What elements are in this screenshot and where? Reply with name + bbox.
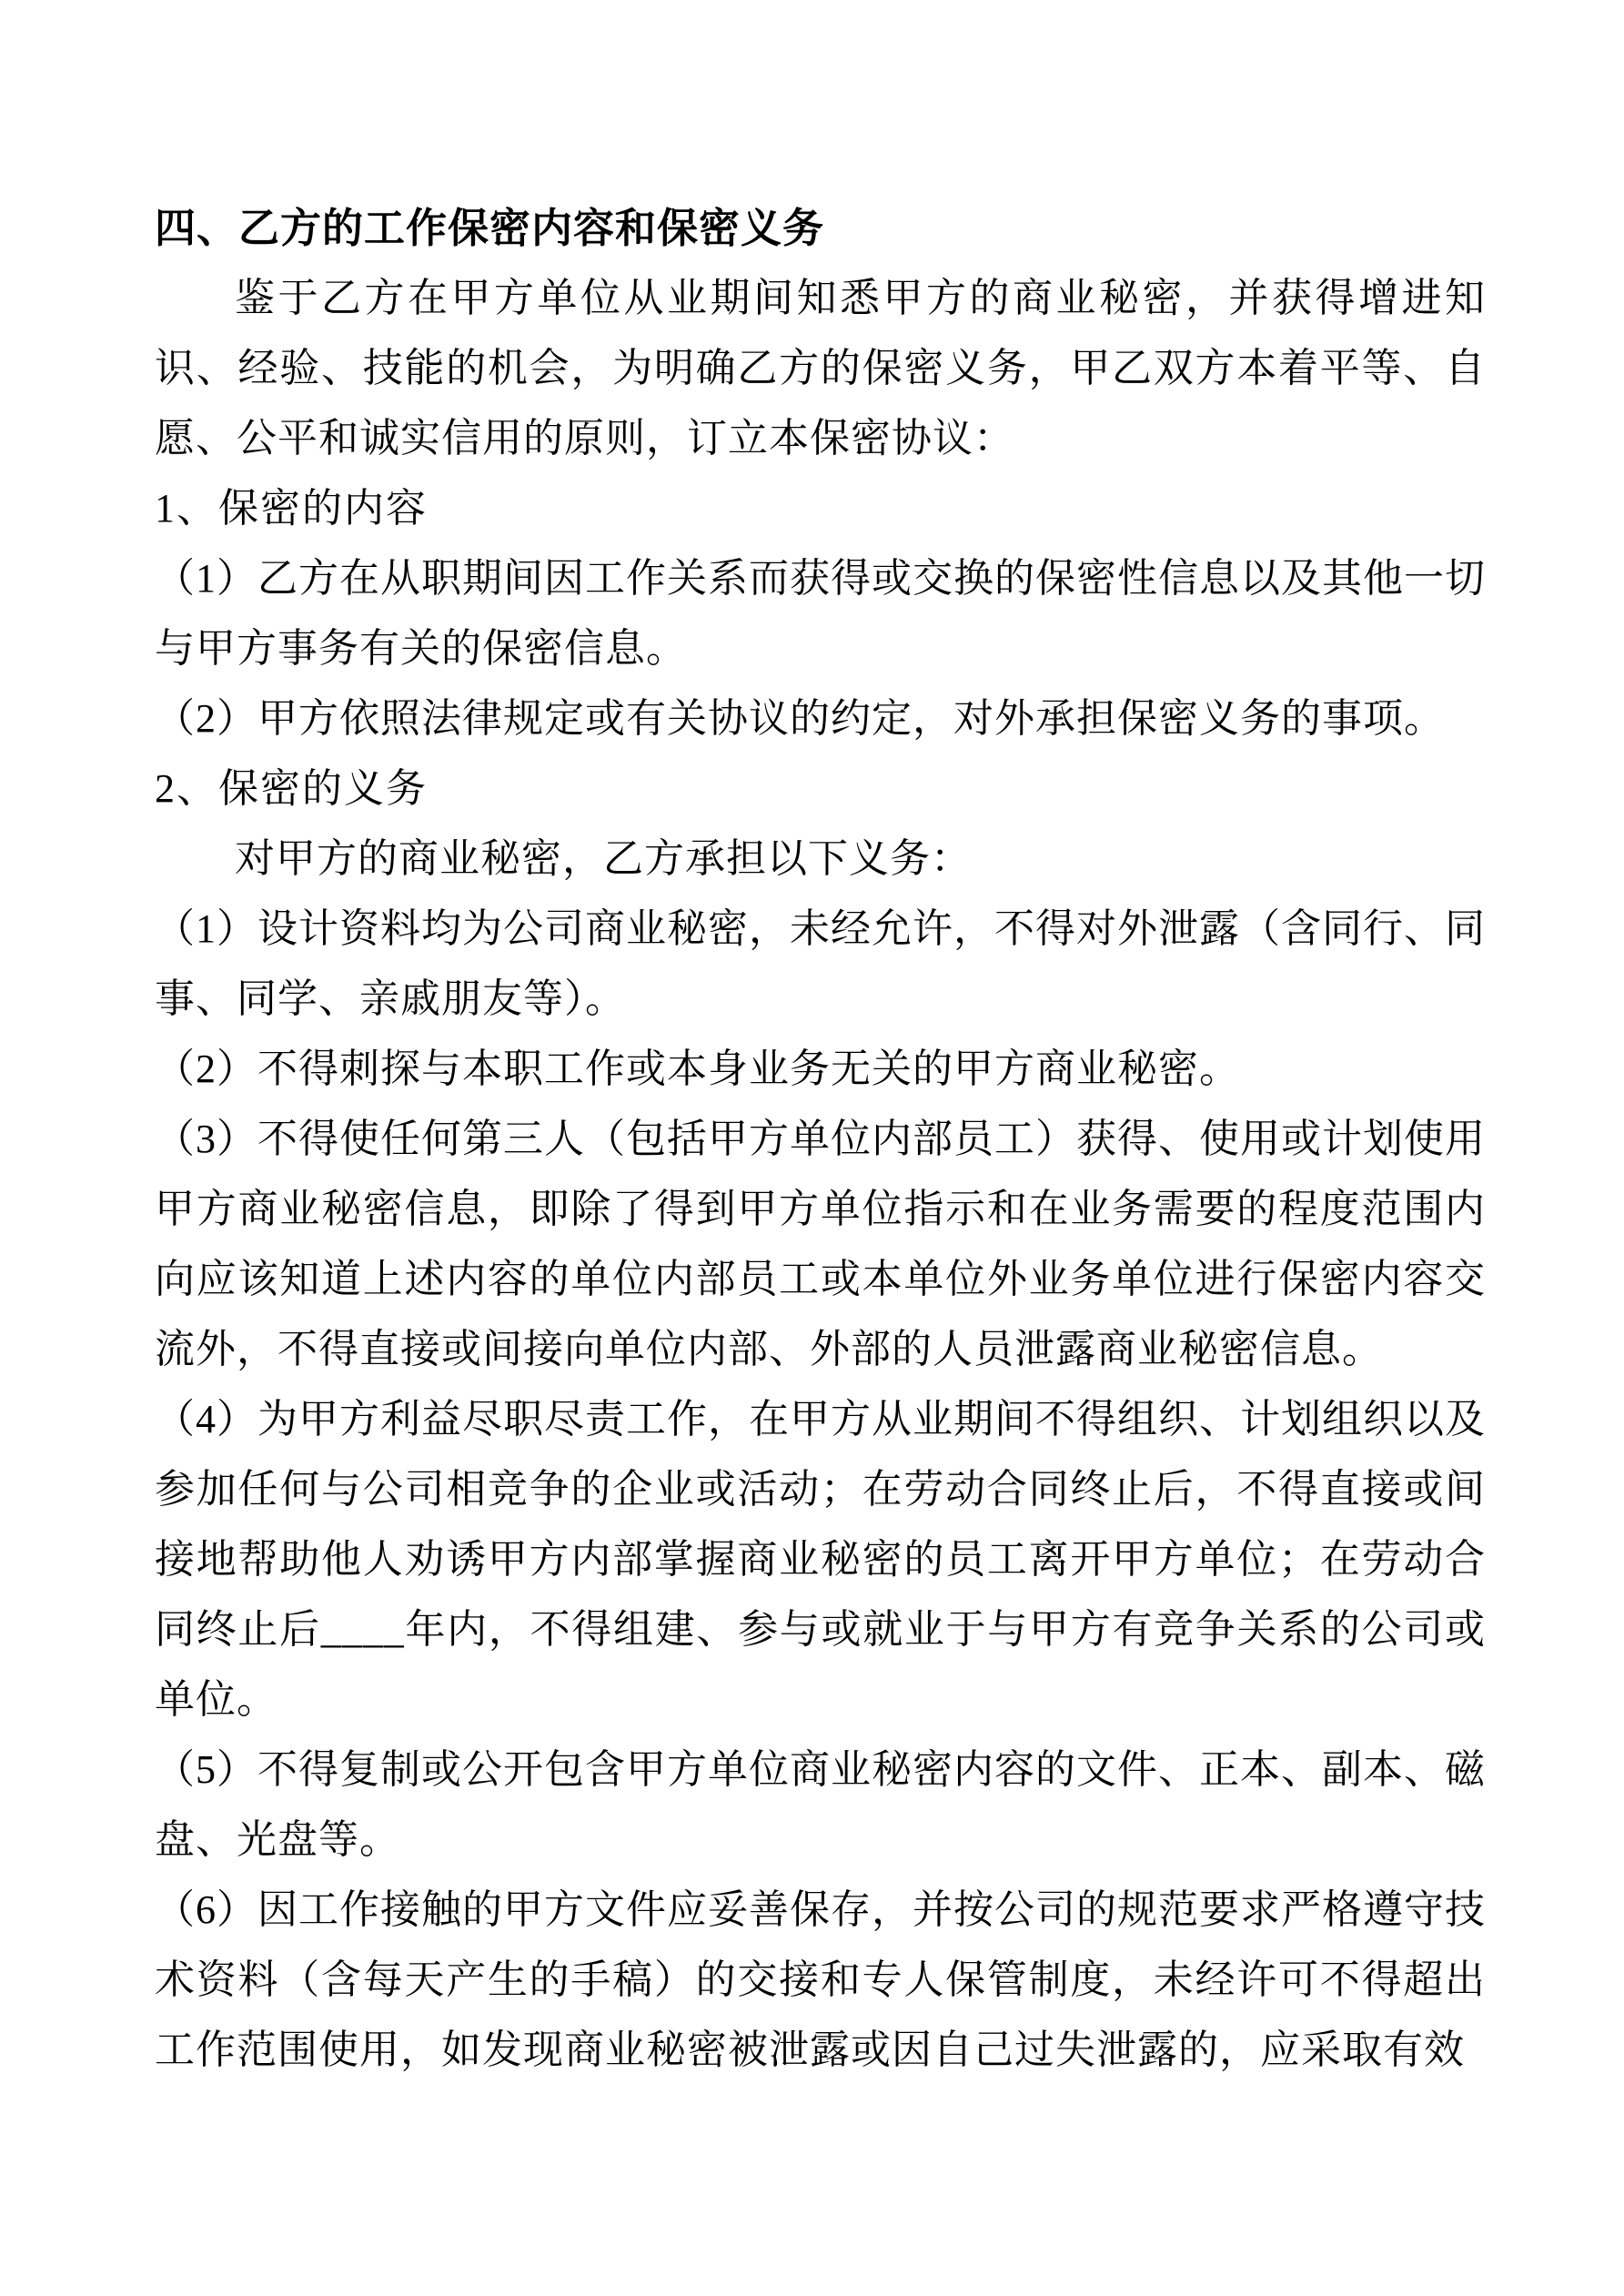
subheading-confidential-content: 1、保密的内容 [155,486,428,531]
section-heading: 四、乙方的工作保密内容和保密义务 [155,205,825,251]
paragraph-obligation-item-3: （3）不得使任何第三人（包括甲方单位内部员工）获得、使用或计划使用甲方商业秘密信息，即除了得到甲方单位指示和在业务需要的程度范围内向应该知道上述内容的单位内部员工或本单位外业务单位进行保密内容交流外，不得直接或间接向单位内部、外部的人员泄露商业秘密信息。 [155,1117,1486,1371]
paragraph-obligation-item-5: （5）不得复制或公开包含甲方单位商业秘密内容的文件、正本、副本、磁盘、光盘等。 [155,1747,1486,1862]
paragraph-content-item-1: （1）乙方在从职期间因工作关系而获得或交换的保密性信息以及其他一切与甲方事务有关的保密信息。 [155,556,1486,671]
subheading-confidential-obligation: 2、保密的义务 [155,766,428,811]
paragraph-obligation-item-4: （4）为甲方利益尽职尽责工作，在甲方从业期间不得组织、计划组织以及参加任何与公司相竞争的企业或活动；在劳动合同终止后，不得直接或间接地帮助他人劝诱甲方内部掌握商业秘密的员工离开甲方单位；在劳动合同终止后____年内，不得组建、参与或就业于与甲方有竞争关系的公司或单位。 [155,1397,1486,1722]
paragraph-intro: 鉴于乙方在甲方单位从业期间知悉甲方的商业秘密，并获得增进知识、经验、技能的机会，为明确乙方的保密义务，甲乙双方本着平等、自愿、公平和诚实信用的原则，订立本保密协议： [155,276,1486,460]
paragraph-obligation-item-1: （1）设计资料均为公司商业秘密，未经允许，不得对外泄露（含同行、同事、同学、亲戚朋友等）。 [155,906,1486,1021]
paragraph-obligation-lead: 对甲方的商业秘密，乙方承担以下义务： [235,836,972,881]
paragraph-obligation-item-2: （2）不得刺探与本职工作或本身业务无关的甲方商业秘密。 [155,1047,1240,1091]
paragraph-content-item-2: （2）甲方依照法律规定或有关协议的约定，对外承担保密义务的事项。 [155,696,1445,741]
paragraph-obligation-item-6: （6）因工作接触的甲方文件应妥善保存，并按公司的规范要求严格遵守技术资料（含每天产生的手稿）的交接和专人保管制度，未经许可不得超出工作范围使用，如发现商业秘密被泄露或因自己过失泄露的，应采取有效 [155,1887,1486,2072]
